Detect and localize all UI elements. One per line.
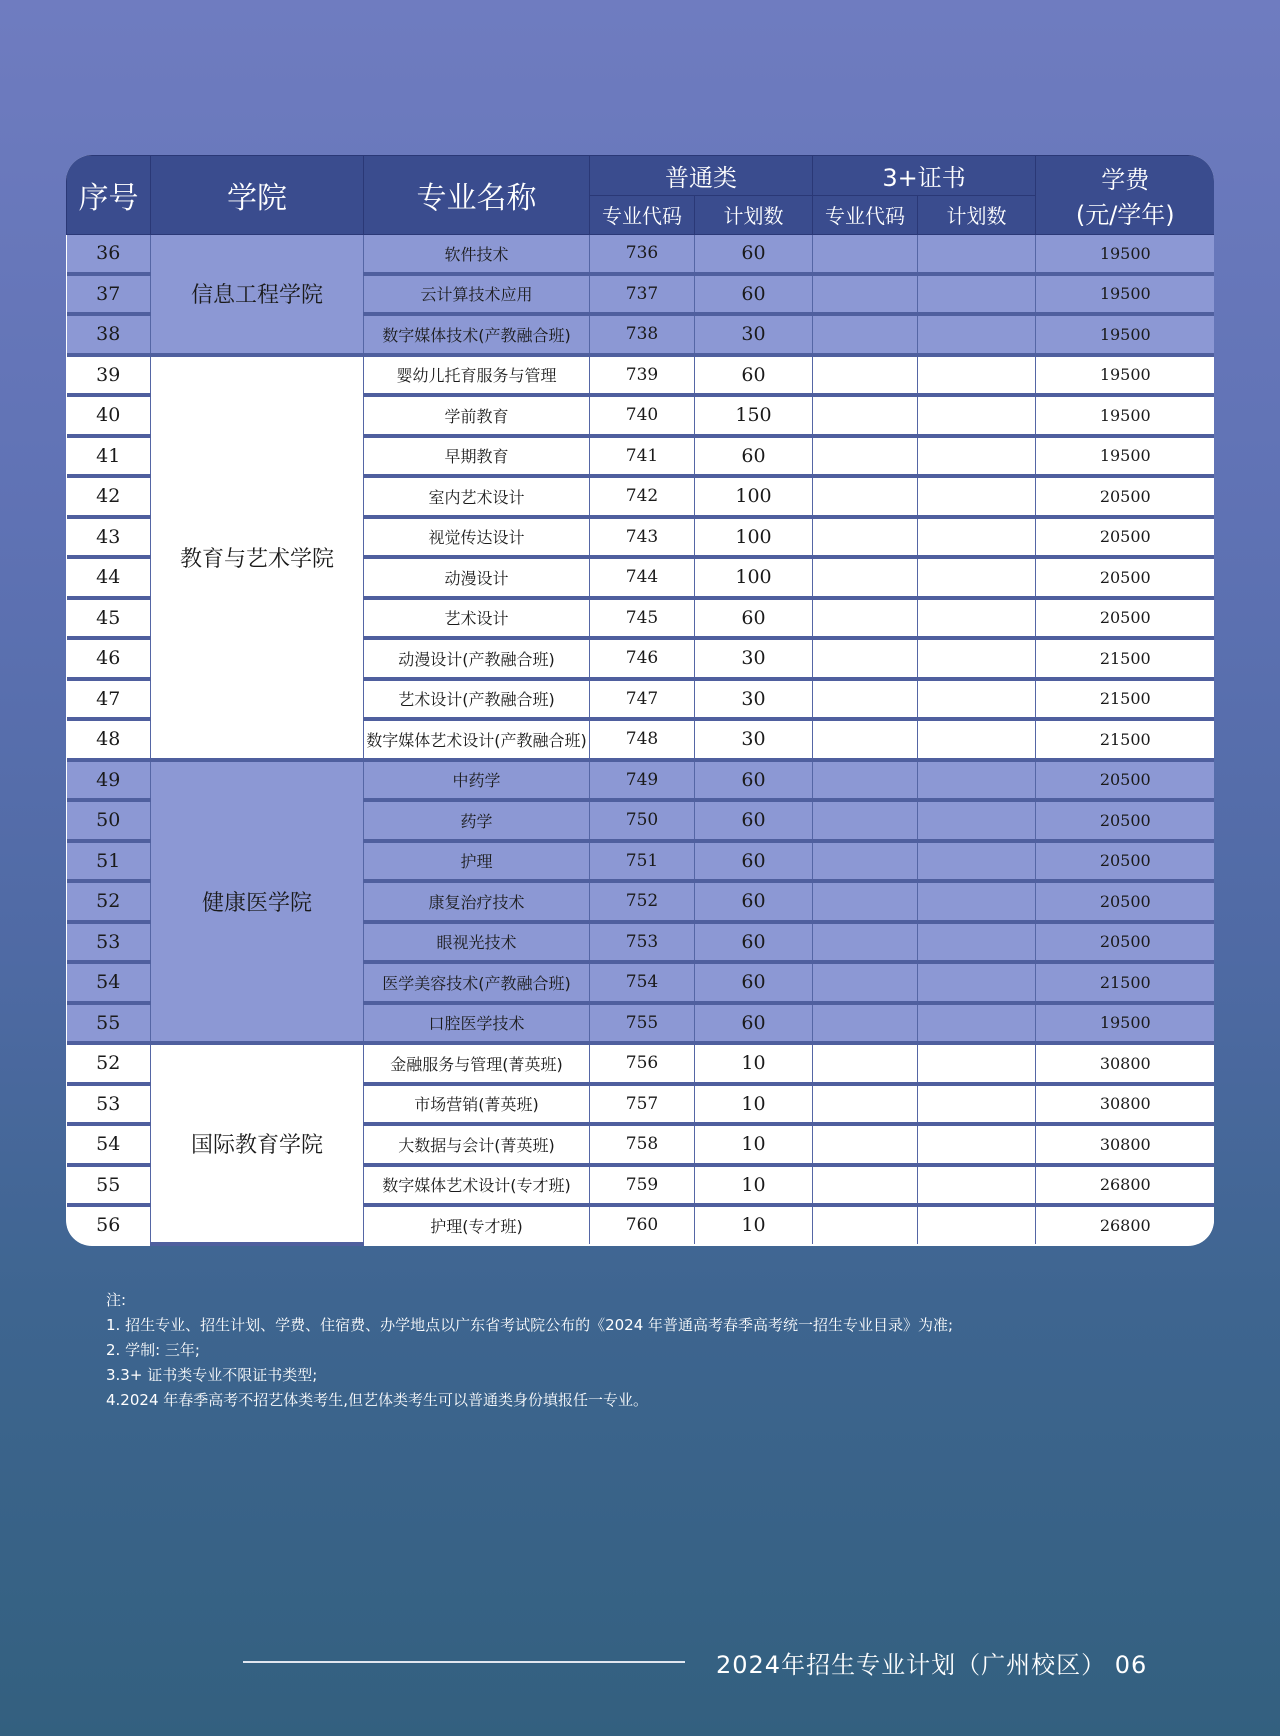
cert-plan-cell <box>918 274 1036 315</box>
seq-cell: 55 <box>67 1165 151 1206</box>
cert-code-cell <box>813 1165 918 1206</box>
fee-cell: 30800 <box>1036 1043 1214 1084</box>
cert-code-cell <box>813 598 918 639</box>
plan-count-cell: 60 <box>695 962 813 1003</box>
plan-count-cell: 60 <box>695 274 813 315</box>
fee-cell: 20500 <box>1036 881 1214 922</box>
header-fee <box>1036 156 1214 235</box>
cert-code-cell <box>813 841 918 882</box>
seq-cell: 44 <box>67 557 151 598</box>
cert-plan-cell <box>918 598 1036 639</box>
enrollment-table <box>66 155 1214 1246</box>
major-code-cell: 751 <box>590 841 695 882</box>
cert-plan-cell <box>918 235 1036 274</box>
major-name-cell: 动漫设计 <box>364 557 590 598</box>
fee-cell: 20500 <box>1036 800 1214 841</box>
fee-cell: 20500 <box>1036 557 1214 598</box>
header-cert: 3+证书 <box>813 156 1036 196</box>
major-name-cell: 早期教育 <box>364 436 590 477</box>
plan-count-cell: 30 <box>695 679 813 720</box>
major-name-cell: 艺术设计 <box>364 598 590 639</box>
seq-cell: 53 <box>67 922 151 963</box>
cert-code-cell <box>813 800 918 841</box>
plan-count-cell: 60 <box>695 598 813 639</box>
fee-cell: 20500 <box>1036 598 1214 639</box>
cert-code-cell <box>813 395 918 436</box>
header-college: 学院 <box>151 156 364 235</box>
plan-count-cell: 60 <box>695 436 813 477</box>
table-row <box>67 355 1215 396</box>
table-body <box>67 235 1215 1244</box>
header-major: 专业名称 <box>364 156 590 235</box>
seq-cell: 40 <box>67 395 151 436</box>
cert-code-cell <box>813 436 918 477</box>
cert-plan-cell <box>918 314 1036 355</box>
cert-plan-cell <box>918 1124 1036 1165</box>
cert-plan-cell <box>918 436 1036 477</box>
table-row <box>67 235 1215 274</box>
cert-plan-cell <box>918 679 1036 720</box>
fee-cell: 26800 <box>1036 1205 1214 1244</box>
note-item: 4.2024 年春季高考不招艺体类考生,但艺体类考生可以普通类身份填报任一专业。 <box>106 1391 649 1409</box>
seq-cell: 42 <box>67 476 151 517</box>
seq-cell: 56 <box>67 1205 151 1244</box>
cert-code-cell <box>813 517 918 558</box>
fee-cell: 21500 <box>1036 962 1214 1003</box>
fee-cell: 30800 <box>1036 1084 1214 1125</box>
major-name-cell: 药学 <box>364 800 590 841</box>
major-name-cell: 大数据与会计(菁英班) <box>364 1124 590 1165</box>
plan-count-cell: 100 <box>695 557 813 598</box>
cert-plan-cell <box>918 517 1036 558</box>
notes <box>106 1288 953 1413</box>
fee-cell: 19500 <box>1036 436 1214 477</box>
major-code-cell: 743 <box>590 517 695 558</box>
major-code-cell: 741 <box>590 436 695 477</box>
fee-cell: 20500 <box>1036 760 1214 801</box>
cert-plan-cell <box>918 1043 1036 1084</box>
cert-code-cell <box>813 881 918 922</box>
note-item: 2. 学制: 三年; <box>106 1341 200 1359</box>
header-seq: 序号 <box>67 156 151 235</box>
header-fee-line1: 学费 <box>1101 166 1150 194</box>
cert-plan-cell <box>918 395 1036 436</box>
cert-code-cell <box>813 314 918 355</box>
cert-plan-cell <box>918 841 1036 882</box>
cert-plan-cell <box>918 962 1036 1003</box>
cert-code-cell <box>813 1043 918 1084</box>
plan-count-cell: 60 <box>695 355 813 396</box>
plan-count-cell: 30 <box>695 719 813 760</box>
major-code-cell: 759 <box>590 1165 695 1206</box>
major-name-cell: 护理 <box>364 841 590 882</box>
plan-count-cell: 30 <box>695 638 813 679</box>
major-code-cell: 755 <box>590 1003 695 1044</box>
college-cell: 信息工程学院 <box>151 235 364 355</box>
table-row <box>67 760 1215 801</box>
cert-code-cell <box>813 962 918 1003</box>
cert-code-cell <box>813 760 918 801</box>
cert-code-cell <box>813 1084 918 1125</box>
plan-count-cell: 60 <box>695 235 813 274</box>
cert-code-cell <box>813 476 918 517</box>
footer-title: 2024年招生专业计划（广州校区） 06 <box>716 1651 1148 1679</box>
plan-count-cell: 60 <box>695 881 813 922</box>
cert-code-cell <box>813 1205 918 1244</box>
seq-cell: 48 <box>67 719 151 760</box>
fee-cell: 26800 <box>1036 1165 1214 1206</box>
fee-cell: 19500 <box>1036 274 1214 315</box>
college-cell: 教育与艺术学院 <box>151 355 364 760</box>
seq-cell: 46 <box>67 638 151 679</box>
major-name-cell: 动漫设计(产教融合班) <box>364 638 590 679</box>
cert-plan-cell <box>918 760 1036 801</box>
fee-cell: 20500 <box>1036 922 1214 963</box>
seq-cell: 45 <box>67 598 151 639</box>
major-code-cell: 750 <box>590 800 695 841</box>
seq-cell: 55 <box>67 1003 151 1044</box>
seq-cell: 50 <box>67 800 151 841</box>
major-name-cell: 数字媒体技术(产教融合班) <box>364 314 590 355</box>
fee-cell: 30800 <box>1036 1124 1214 1165</box>
table-row <box>67 1043 1215 1084</box>
cert-code-cell <box>813 1003 918 1044</box>
major-name-cell: 学前教育 <box>364 395 590 436</box>
major-name-cell: 中药学 <box>364 760 590 801</box>
plan-count-cell: 60 <box>695 841 813 882</box>
header-regular: 普通类 <box>590 156 813 196</box>
cert-plan-cell <box>918 1165 1036 1206</box>
plan-count-cell: 60 <box>695 1003 813 1044</box>
major-code-cell: 754 <box>590 962 695 1003</box>
cert-code-cell <box>813 557 918 598</box>
major-name-cell: 艺术设计(产教融合班) <box>364 679 590 720</box>
major-name-cell: 云计算技术应用 <box>364 274 590 315</box>
cert-plan-cell <box>918 800 1036 841</box>
major-code-cell: 744 <box>590 557 695 598</box>
seq-cell: 54 <box>67 1124 151 1165</box>
cert-plan-cell <box>918 557 1036 598</box>
cert-code-cell <box>813 638 918 679</box>
seq-cell: 52 <box>67 881 151 922</box>
plan-count-cell: 10 <box>695 1205 813 1244</box>
major-name-cell: 软件技术 <box>364 235 590 274</box>
fee-cell: 20500 <box>1036 517 1214 558</box>
major-code-cell: 736 <box>590 235 695 274</box>
seq-cell: 54 <box>67 962 151 1003</box>
major-name-cell: 数字媒体艺术设计(产教融合班) <box>364 719 590 760</box>
seq-cell: 53 <box>67 1084 151 1125</box>
fee-cell: 19500 <box>1036 1003 1214 1044</box>
cert-code-cell <box>813 1124 918 1165</box>
header-cert-plan: 计划数 <box>918 195 1036 235</box>
major-name-cell: 康复治疗技术 <box>364 881 590 922</box>
header-regular-code: 专业代码 <box>590 195 695 235</box>
major-code-cell: 756 <box>590 1043 695 1084</box>
major-code-cell: 753 <box>590 922 695 963</box>
plan-count-cell: 30 <box>695 314 813 355</box>
cert-plan-cell <box>918 355 1036 396</box>
major-code-cell: 742 <box>590 476 695 517</box>
cert-plan-cell <box>918 638 1036 679</box>
major-name-cell: 婴幼儿托育服务与管理 <box>364 355 590 396</box>
cert-plan-cell <box>918 881 1036 922</box>
major-code-cell: 738 <box>590 314 695 355</box>
major-name-cell: 数字媒体艺术设计(专才班) <box>364 1165 590 1206</box>
seq-cell: 36 <box>67 235 151 274</box>
cert-code-cell <box>813 355 918 396</box>
plan-count-cell: 60 <box>695 760 813 801</box>
seq-cell: 51 <box>67 841 151 882</box>
plan-count-cell: 150 <box>695 395 813 436</box>
footer-divider <box>243 1661 685 1663</box>
fee-cell: 19500 <box>1036 314 1214 355</box>
fee-cell: 21500 <box>1036 638 1214 679</box>
fee-cell: 20500 <box>1036 476 1214 517</box>
major-name-cell: 室内艺术设计 <box>364 476 590 517</box>
major-code-cell: 760 <box>590 1205 695 1244</box>
fee-cell: 19500 <box>1036 395 1214 436</box>
seq-cell: 38 <box>67 314 151 355</box>
seq-cell: 43 <box>67 517 151 558</box>
seq-cell: 47 <box>67 679 151 720</box>
plan-count-cell: 100 <box>695 476 813 517</box>
cert-code-cell <box>813 679 918 720</box>
cert-plan-cell <box>918 476 1036 517</box>
major-code-cell: 752 <box>590 881 695 922</box>
seq-cell: 52 <box>67 1043 151 1084</box>
college-cell: 健康医学院 <box>151 760 364 1044</box>
major-code-cell: 740 <box>590 395 695 436</box>
seq-cell: 41 <box>67 436 151 477</box>
cert-plan-cell <box>918 922 1036 963</box>
seq-cell: 39 <box>67 355 151 396</box>
cert-code-cell <box>813 922 918 963</box>
seq-cell: 37 <box>67 274 151 315</box>
major-code-cell: 748 <box>590 719 695 760</box>
major-code-cell: 739 <box>590 355 695 396</box>
fee-cell: 20500 <box>1036 841 1214 882</box>
major-name-cell: 口腔医学技术 <box>364 1003 590 1044</box>
plan-count-cell: 100 <box>695 517 813 558</box>
fee-cell: 19500 <box>1036 355 1214 396</box>
cert-plan-cell <box>918 1084 1036 1125</box>
header-cert-code: 专业代码 <box>813 195 918 235</box>
plan-count-cell: 10 <box>695 1043 813 1084</box>
college-cell: 国际教育学院 <box>151 1043 364 1244</box>
major-code-cell: 745 <box>590 598 695 639</box>
major-name-cell: 护理(专才班) <box>364 1205 590 1244</box>
header-fee-line2: (元/学年) <box>1075 201 1175 229</box>
plan-count-cell: 60 <box>695 922 813 963</box>
cert-plan-cell <box>918 719 1036 760</box>
plan-count-cell: 10 <box>695 1165 813 1206</box>
major-name-cell: 金融服务与管理(菁英班) <box>364 1043 590 1084</box>
plan-count-cell: 10 <box>695 1124 813 1165</box>
major-code-cell: 746 <box>590 638 695 679</box>
table-header <box>67 156 1215 235</box>
major-code-cell: 747 <box>590 679 695 720</box>
major-code-cell: 749 <box>590 760 695 801</box>
cert-plan-cell <box>918 1003 1036 1044</box>
fee-cell: 19500 <box>1036 235 1214 274</box>
fee-cell: 21500 <box>1036 719 1214 760</box>
cert-code-cell <box>813 719 918 760</box>
cert-plan-cell <box>918 1205 1036 1244</box>
enrollment-table-container <box>66 155 1214 1246</box>
plan-count-cell: 10 <box>695 1084 813 1125</box>
major-code-cell: 737 <box>590 274 695 315</box>
major-name-cell: 市场营销(菁英班) <box>364 1084 590 1125</box>
major-code-cell: 758 <box>590 1124 695 1165</box>
cert-code-cell <box>813 235 918 274</box>
fee-cell: 21500 <box>1036 679 1214 720</box>
notes-title: 注: <box>106 1291 127 1309</box>
header-regular-plan: 计划数 <box>695 195 813 235</box>
major-code-cell: 757 <box>590 1084 695 1125</box>
note-item: 1. 招生专业、招生计划、学费、住宿费、办学地点以广东省考试院公布的《2024 年普通高考春季高考统一招生专业目录》为准; <box>106 1316 954 1334</box>
note-item: 3.3+ 证书类专业不限证书类型; <box>106 1366 318 1384</box>
major-name-cell: 眼视光技术 <box>364 922 590 963</box>
major-name-cell: 医学美容技术(产教融合班) <box>364 962 590 1003</box>
cert-code-cell <box>813 274 918 315</box>
major-name-cell: 视觉传达设计 <box>364 517 590 558</box>
seq-cell: 49 <box>67 760 151 801</box>
plan-count-cell: 60 <box>695 800 813 841</box>
